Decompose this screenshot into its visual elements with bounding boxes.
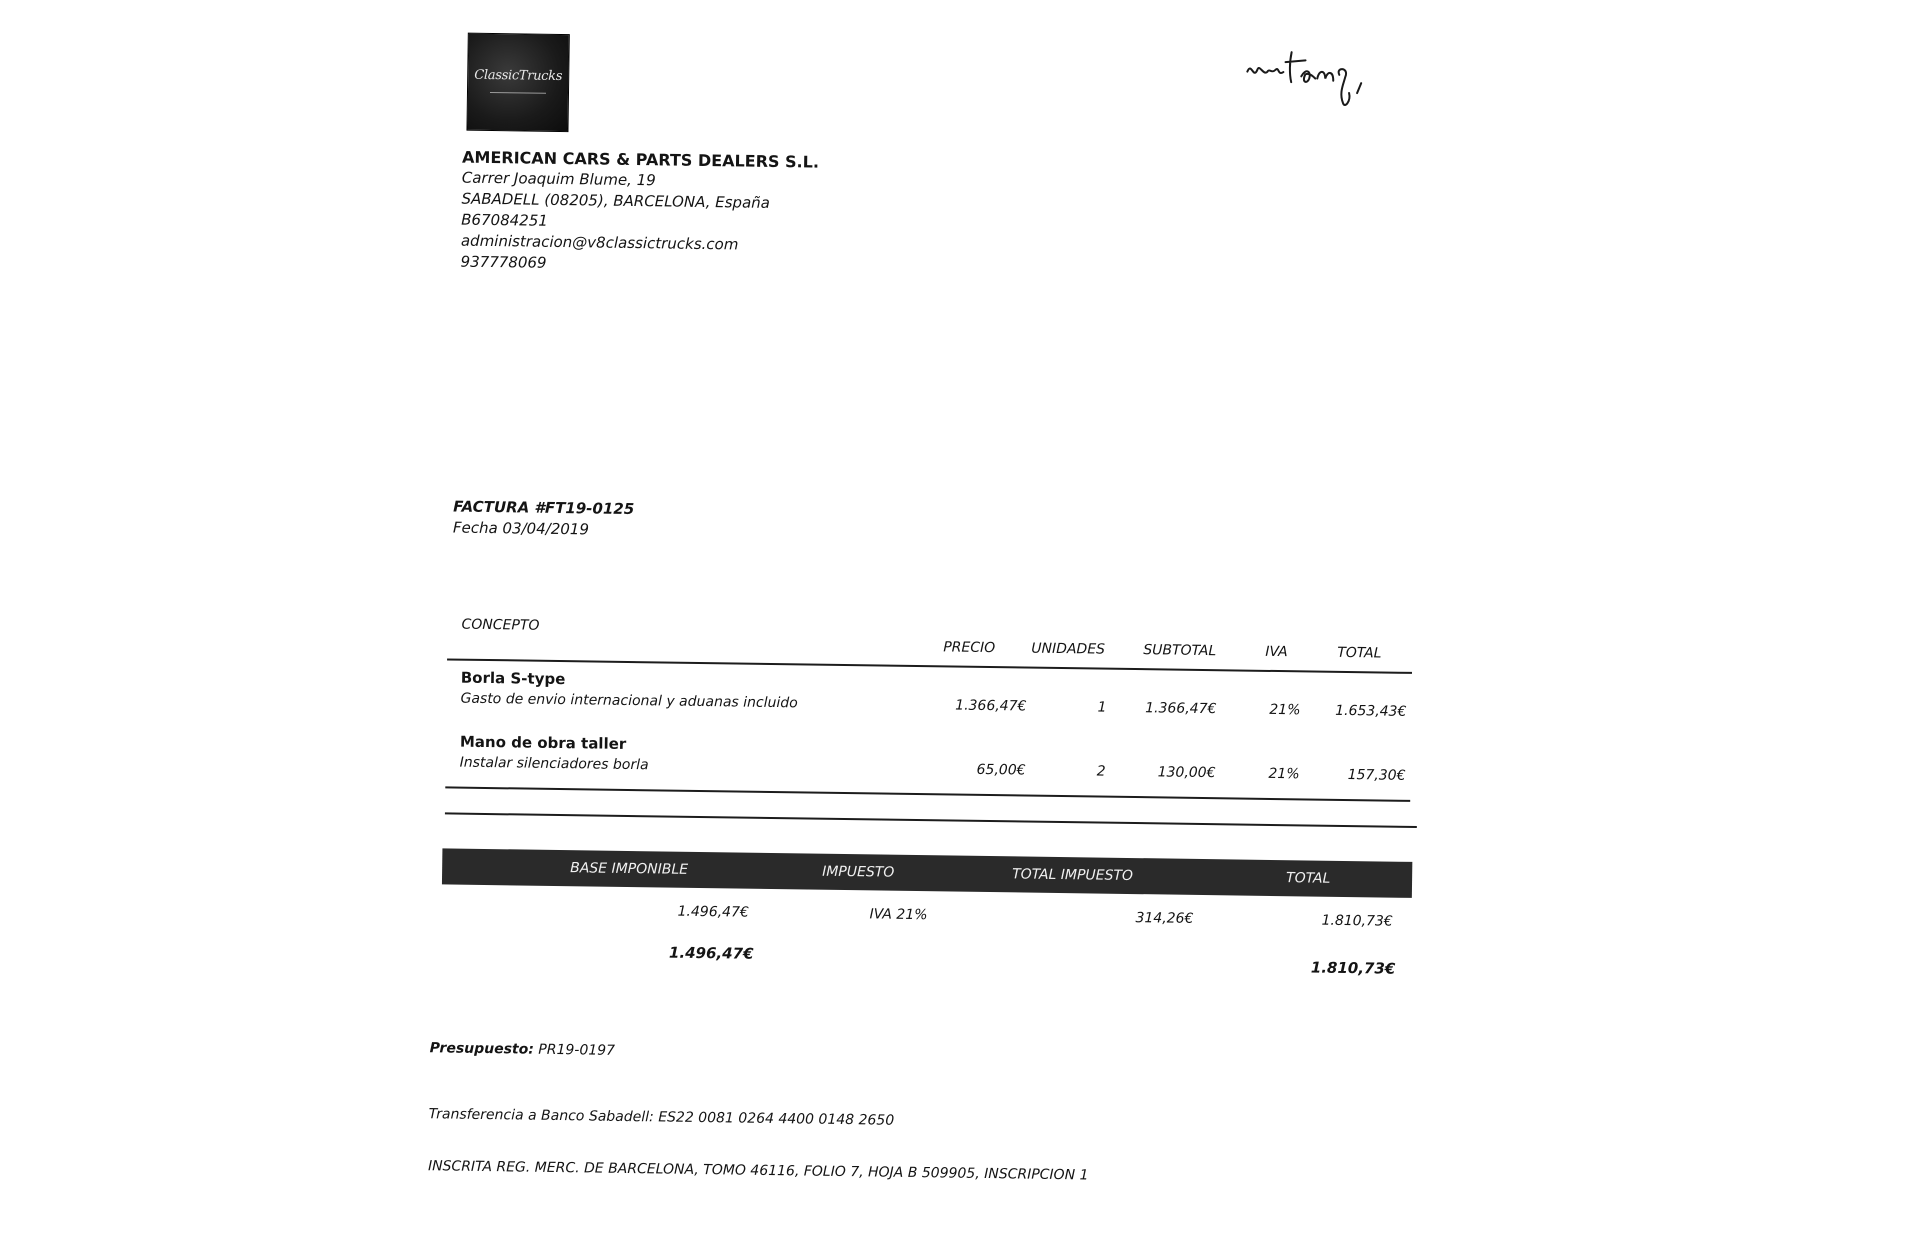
summary-header-tax-total: TOTAL IMPUESTO <box>1012 866 1134 885</box>
table-bottom-divider <box>445 812 1417 828</box>
item-description: Instalar silenciadores borla <box>459 754 649 774</box>
column-header-price: PRECIO <box>943 639 996 657</box>
invoice-sheet <box>403 20 1410 1234</box>
quote-label: Presupuesto: <box>429 1040 535 1058</box>
column-header-units: UNIDADES <box>1031 640 1106 658</box>
column-header-concept: CONCEPTO <box>461 616 540 634</box>
items-table <box>448 600 1413 784</box>
company-address-line1: Carrer Joaquim Blume, 19 <box>461 168 656 190</box>
handwritten-signature <box>1239 31 1390 123</box>
item-vat: 21% <box>1269 701 1301 719</box>
company-logo <box>466 33 569 132</box>
item-price: 1.366,47€ <box>955 697 1027 715</box>
table-body-divider <box>445 786 1410 801</box>
item-price: 65,00€ <box>976 761 1026 779</box>
summary-header-bar <box>442 848 1412 898</box>
column-header-total: TOTAL <box>1337 644 1382 662</box>
company-address-line2: SABADELL (08205), BARCELONA, España <box>461 189 771 212</box>
summary-base-value: 1.496,47€ <box>677 903 749 921</box>
quote-value: PR19-0197 <box>538 1041 616 1059</box>
item-units: 2 <box>1096 763 1106 780</box>
company-name: AMERICAN CARS & PARTS DEALERS S.L. <box>461 147 820 172</box>
item-total: 1.653,43€ <box>1335 702 1407 720</box>
column-header-subtotal: SUBTOTAL <box>1143 642 1217 660</box>
item-title: Borla S-type <box>460 668 566 689</box>
invoice-number: FACTURA #FT19-0125 <box>453 497 635 519</box>
summary-header-total: TOTAL <box>1285 870 1331 887</box>
tax-summary <box>442 848 1412 978</box>
summary-base-grand-total: 1.496,47€ <box>668 943 754 963</box>
item-title: Mano de obra taller <box>459 732 627 753</box>
item-description: Gasto de envio internacional y aduanas incluido <box>460 690 798 712</box>
registry-info: INSCRITA REG. MERC. DE BARCELONA, TOMO 46116, FOLIO 7, HOJA B 509905, INSCRIPCION 1 <box>427 1158 1089 1184</box>
company-tax-id: B67084251 <box>461 210 548 230</box>
item-vat: 21% <box>1268 765 1300 783</box>
summary-header-tax: IMPUESTO <box>822 863 895 881</box>
summary-grand-total: 1.810,73€ <box>1310 958 1396 978</box>
item-subtotal: 130,00€ <box>1157 764 1216 782</box>
item-units: 1 <box>1097 699 1107 716</box>
summary-tax-value: IVA 21% <box>869 906 928 924</box>
company-email: administracion@v8classictrucks.com <box>460 231 739 254</box>
summary-tax-total-value: 314,26€ <box>1135 910 1194 927</box>
logo-text: ClassicTrucks <box>474 67 563 84</box>
item-total: 157,30€ <box>1347 767 1406 784</box>
quote-reference <box>430 1040 616 1059</box>
column-header-vat: IVA <box>1265 643 1288 661</box>
bank-transfer-info: Transferencia a Banco Sabadell: ES22 0081 0264 4400 0148 2650 <box>428 1106 895 1129</box>
summary-header-base: BASE IMPONIBLE <box>570 860 689 878</box>
company-phone: 937778069 <box>460 252 547 272</box>
table-header-divider <box>447 658 1412 673</box>
invoice-date: Fecha 03/04/2019 <box>452 518 590 539</box>
company-info <box>460 147 819 278</box>
invoice-header <box>453 497 635 542</box>
logo-underline <box>490 92 546 94</box>
item-subtotal: 1.366,47€ <box>1145 700 1217 718</box>
summary-total-value: 1.810,73€ <box>1321 912 1393 930</box>
